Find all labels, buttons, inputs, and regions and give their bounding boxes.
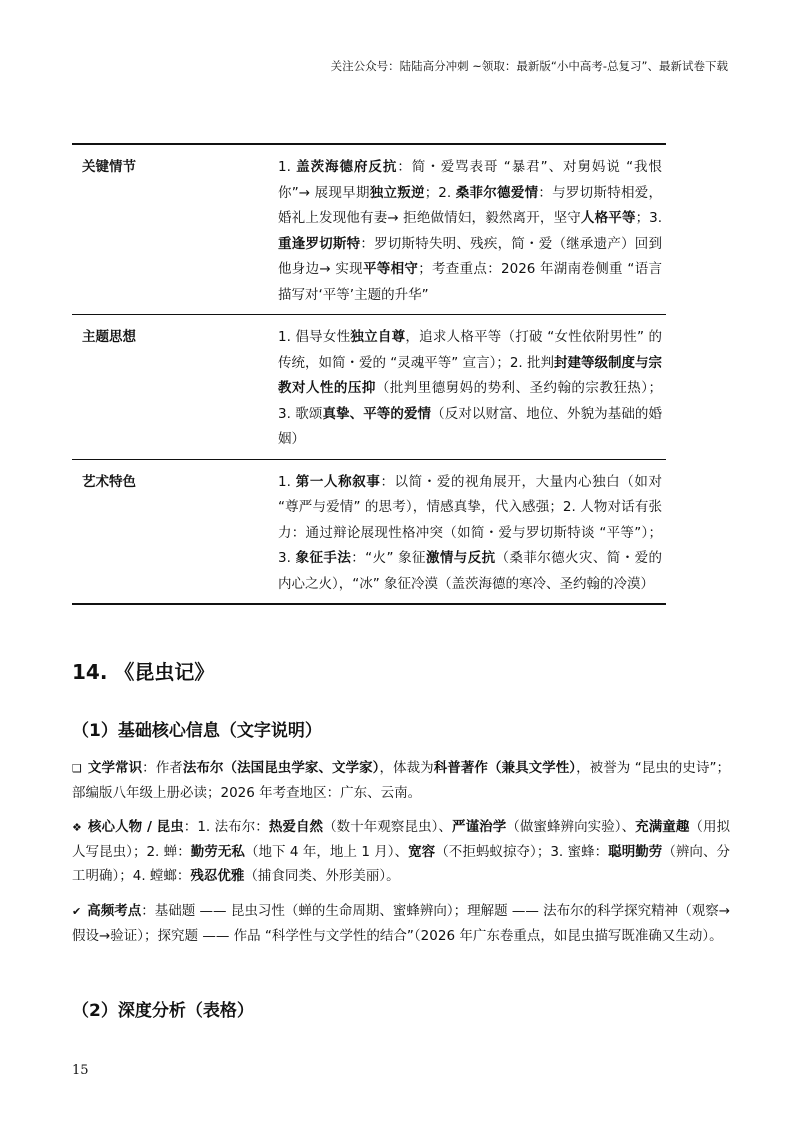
bold-text: 封建等级制度与宗教对人性的压抑 — [278, 354, 662, 396]
paragraph-core-characters — [72, 815, 730, 888]
text: ，被誉为 “昆虫的史诗”；部编版八年级上册必读；2026 年考查地区：广东、云南。 — [72, 760, 731, 801]
table-row — [72, 460, 666, 604]
table-top-spacer — [72, 96, 666, 145]
text: （做蜜蜂辨向实验）、 — [506, 819, 636, 835]
bold-text: 第一人称叙事 — [295, 473, 381, 490]
bold-text: 人格平等 — [580, 210, 636, 226]
row-label: 主题思想 — [82, 329, 136, 345]
text: ：“火” 象征 — [351, 550, 426, 566]
page-header: 关注公众号：陆陆高分冲刺 ~领取：最新版“小中高考-总复习”、最新试卷下载 — [330, 59, 728, 73]
paragraph-text — [72, 903, 730, 944]
paragraph-literary-knowledge — [72, 756, 730, 805]
bold-text: 严谨治学 — [452, 819, 507, 835]
paragraph-text — [72, 760, 730, 801]
bold-text: 独立叛逆 — [369, 184, 425, 201]
bold-text: 象征手法 — [295, 550, 352, 566]
bold-text: 独立自尊 — [350, 329, 406, 345]
bold-text: 科普著作（兼具文学性） — [433, 760, 577, 776]
text: （捕食同类、外形美丽）。 — [244, 868, 400, 884]
bold-text: 文学常识 — [87, 760, 143, 776]
text: ：罗切斯特失明、残疾，简・爱（继承遗产）回到他身边→ 实现 — [278, 235, 663, 277]
text: ：以简・爱的视角展开，大量内心独白（如对 “尊严与爱情” 的思考），情感真挚，代入感强；2. 人物对话有张力：通过辩论展现性格冲突（如简・爱与罗切斯特谈 “平等”）；3. — [278, 473, 663, 566]
diamond-bullet-icon: ❖ — [72, 821, 82, 834]
bold-text: 平等相守 — [362, 261, 419, 277]
page-number: 15 — [72, 1063, 89, 1078]
text: ；考查重点：2026 年湖南卷侧重 “语言描写对‘平等’主题的升华” — [278, 261, 663, 303]
checkmark-bullet-icon: ✔ — [72, 905, 82, 918]
bold-text: 法布尔（法国昆虫学家、文学家） — [182, 760, 380, 776]
text: 1. 倡导女性 — [278, 329, 351, 345]
info-table — [72, 96, 666, 605]
paragraph-text — [72, 819, 730, 884]
paragraph-exam-points — [72, 899, 730, 948]
text: ：简・爱骂表哥 “暴君”、对舅妈说 “我恨你”→ 展现早期 — [278, 159, 662, 201]
text: ：作者 — [142, 760, 183, 776]
text: ；3. — [635, 210, 663, 226]
square-bullet-icon: ❑ — [72, 762, 82, 775]
row-text — [270, 325, 662, 453]
bold-text: 热爱自然 — [268, 819, 324, 835]
text: ，追求人格平等（打破 “女性依附男性” 的传统，如简・爱的 “灵魂平等” 宣言）；2. 批判 — [278, 329, 663, 371]
bold-text: 勤劳无私 — [190, 844, 245, 860]
text: 1. — [278, 473, 296, 490]
table-row — [72, 145, 666, 315]
text: ：基础题 —— 昆虫习性（蝉的生命周期、蜜蜂辨向）；理解题 —— 法布尔的科学探究精神（观察→假设→验证）；探究题 —— 作品 “科学性与文学性的结合”（2026 年广东卷重点，如昆虫描写既准确又生动）。 — [72, 903, 731, 944]
text: ；2. — [424, 184, 456, 201]
text: （不拒蚂蚁掠夺）；3. 蜜蜂： — [435, 844, 609, 860]
text: 1. — [278, 159, 297, 175]
row-label: 艺术特色 — [82, 473, 136, 490]
bold-text: 核心人物 / 昆虫 — [87, 819, 184, 835]
text: （辨向、分工明确）；4. 螳螂： — [72, 844, 731, 884]
table-row — [72, 315, 666, 460]
text: ：与罗切斯特相爱，婚礼上发现他有妻→ 拒绝做情妇，毅然离开，坚守 — [278, 184, 663, 226]
bold-text: 残忍优雅 — [190, 868, 245, 884]
bold-text: 宽容 — [408, 844, 436, 860]
text: ，体裁为 — [379, 760, 434, 776]
bold-text: 高频考点 — [87, 903, 142, 919]
text: （批判里德舅妈的势利、圣约翰的宗教狂热）；3. 歌颂 — [278, 380, 663, 422]
bold-text: 充满童趣 — [635, 819, 690, 835]
bold-text: 盖茨海德府反抗 — [296, 159, 398, 175]
bold-text: 真挚、平等的爱情 — [322, 405, 432, 422]
text: （桑菲尔德火灾、简・爱的内心之火），“冰” 象征冷漠（盖茨海德的寒冷、圣约翰的冷漠） — [278, 550, 663, 592]
row-text — [270, 470, 662, 598]
bold-text: 激情与反抗 — [425, 550, 496, 566]
text: （数十年观察昆虫）、 — [323, 819, 452, 835]
text: ：1. 法布尔： — [183, 819, 269, 835]
text: （反对以财富、地位、外貌为基础的婚姻） — [278, 405, 663, 447]
subsection-title-basic-info: （1）基础核心信息（文字说明） — [72, 721, 322, 741]
bold-text: 聪明勤劳 — [608, 844, 663, 860]
text: （用拟人写昆虫）；2. 蝉： — [72, 819, 731, 860]
row-text — [270, 155, 662, 308]
text: （地下 4 年，地上 1 月）、 — [244, 844, 409, 860]
bold-text: 桑菲尔德爱情 — [455, 184, 539, 201]
subsection-title-deep-analysis: （2）深度分析（表格） — [72, 1001, 254, 1021]
row-label: 关键情节 — [82, 159, 136, 175]
section-title: 14. 《昆虫记》 — [72, 660, 215, 684]
bold-text: 重逢罗切斯特 — [278, 235, 361, 252]
